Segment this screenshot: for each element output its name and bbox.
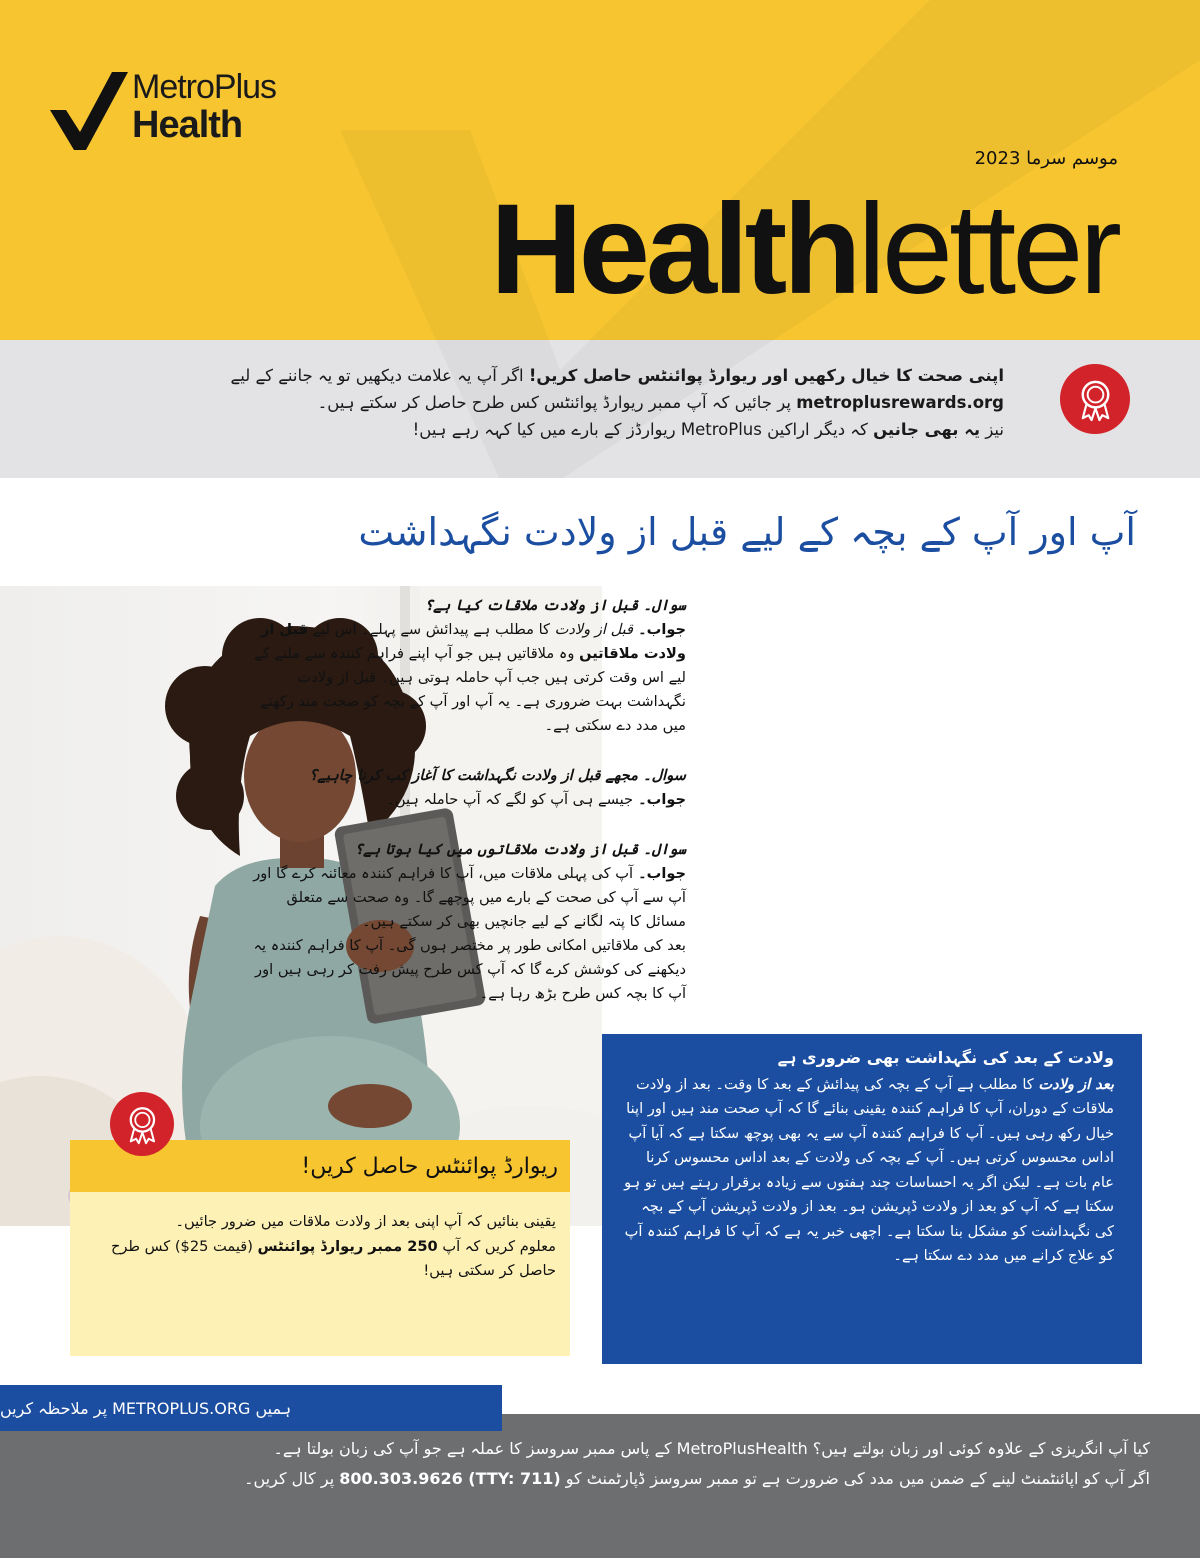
callout-title: ریوارڈ پوائنٹس حاصل کریں! <box>301 1154 558 1179</box>
answer-1 <box>246 618 686 738</box>
answer-1-part2: وہ ملاقاتیں ہیں جو آپ اپنے فراہم کنندہ سے ملنے کے لیے اس وقت کرتی ہیں جب آپ حاملہ ہوتی ہیں۔ قبل از ولادت نگہداشت بہت ضروری ہے۔ یہ آپ اور آپ کے بچہ کو صحت مند رکھنے میں مدد دے سکتی ہے۔ <box>254 645 686 734</box>
rewards-info-text <box>184 362 1004 443</box>
logo-health-text: Health <box>132 104 243 146</box>
header-banner <box>0 0 1200 340</box>
callout-body <box>70 1192 570 1356</box>
qa-item <box>246 838 686 1006</box>
answer-label: جواب۔ <box>633 865 686 882</box>
answer-2 <box>246 788 686 812</box>
rewards-info-line3-prefix: نیز <box>980 420 1004 439</box>
answer-3-continued: بعد کی ملاقاتیں امکانی طور پر مختصر ہوں گی۔ آپ کا فراہم کنندہ یہ دیکھنے کی کوشش کرے گا کہ آپ کس طرح پیش رفت کر رہی ہیں اور آپ کا بچہ کس طرح بڑھ رہا ہے۔ <box>253 937 686 1002</box>
footer-phone-suffix: پر کال کریں۔ <box>244 1469 340 1488</box>
metroplus-logo[interactable] <box>48 70 276 150</box>
season-label: موسم سرما 2023 <box>974 148 1118 169</box>
callout-line1: یقینی بنائیں کہ آپ اپنی بعد از ولادت ملاقات میں ضرور جائیں۔ <box>175 1213 556 1230</box>
answer-label: جواب۔ <box>633 621 686 638</box>
answer-1-bold: قبل از ولادت ملاقاتیں <box>260 621 686 662</box>
answer-1-part1: کا مطلب ہے پیدائش سے پہلے۔ اس لیے <box>307 621 555 638</box>
logo-metroplus-text: MetroPlus <box>132 68 277 106</box>
rewards-website-link[interactable]: metroplusrewards.org <box>796 393 1004 412</box>
postpartum-care-box <box>602 1034 1142 1364</box>
newsletter-title <box>490 178 1118 321</box>
question-1: سوال۔ قبل از ولادت ملاقات کیا ہے؟ <box>424 597 686 614</box>
rewards-callout <box>70 1132 570 1356</box>
callout-text <box>86 1210 556 1284</box>
member-services-phone[interactable]: 800.303.9626 (TTY: 711) <box>339 1469 561 1488</box>
rewards-info-line3: کہ دیگر اراکین MetroPlus ریوارڈز کے بارے میں کیا کہہ رہے ہیں! <box>412 420 874 439</box>
title-light-part: letter <box>857 178 1118 321</box>
answer-2-text: جیسے ہی آپ کو لگے کہ آپ حاملہ ہیں۔ <box>386 791 634 808</box>
answer-3 <box>246 862 686 934</box>
rewards-info-line3-bold: یہ بھی جانیں <box>873 420 981 439</box>
rewards-info-heading: اپنی صحت کا خیال رکھیں اور ریوارڈ پوائنٹس حاصل کریں! <box>528 366 1004 385</box>
qa-item <box>246 594 686 738</box>
footer-text <box>30 1434 1150 1494</box>
rewards-info-line1: اگر آپ یہ علامت دیکھیں تو یہ جاننے کے لیے <box>230 366 529 385</box>
qa-section <box>246 594 686 1032</box>
rewards-info-line2: پر جائیں کہ آپ ممبر ریوارڈ پوائنٹس کس طرح حاصل کر سکتے ہیں۔ <box>317 393 797 412</box>
postpartum-text <box>622 1073 1114 1269</box>
question-3: سوال۔ قبل از ولادت ملاقاتوں میں کیا ہوتا ہے؟ <box>354 841 686 858</box>
answer-1-italic: قبل از ولادت <box>554 621 634 638</box>
question-2: سوال۔ مجھے قبل از ولادت نگہداشت کا آغاز کب کرنا چاہیے؟ <box>309 767 686 784</box>
rewards-info-banner <box>0 340 1200 478</box>
reward-badge-icon <box>1060 364 1130 434</box>
postpartum-body: کا مطلب ہے آپ کے بچہ کی پیدائش کے بعد کا وقت۔ بعد از ولادت ملاقات کے دوران، آپ کا فراہم کنندہ یقینی بنائے گا کہ آپ صحت مند ہیں اور اپنا خیال رکھ رہی ہیں۔ آپ کا فراہم کنندہ آپ سے یہ بھی پوچھ سکتا ہے کہ آیا آپ اداس محسوس کرتی ہیں۔ آپ کے بچہ کی ولادت کے بعد اداس محسوس کرنا عام بات ہے۔ لیکن اگر یہ احساسات چند ہفتوں سے زیادہ برقرار رہتے ہیں تو ہو سکتا ہے کہ آپ کو بعد از ولادت ڈپریشن ہو۔ بعد از ولادت ڈپریشن آپ کے بچہ کی نگہداشت کو مشکل بنا سکتا ہے۔ اچھی خبر یہ ہے کہ آپ کا فراہم کنندہ آپ کو علاج کرانے میں مدد دے سکتا ہے۔ <box>624 1075 1114 1264</box>
callout-points: 250 ممبر ریوارڈ پوائنٹس <box>257 1237 438 1255</box>
reward-badge-icon <box>110 1092 174 1156</box>
postpartum-lead: بعد از ولادت <box>1038 1075 1114 1093</box>
footer-phone-prefix: اگر آپ کو اپائنٹمنٹ لینے کے ضمن میں مدد کی ضرورت ہے تو ممبر سروسز ڈپارٹمنٹ کو <box>560 1469 1150 1488</box>
checkmark-icon <box>48 70 128 150</box>
callout-line2-rest: (قیمت 25$) کس طرح حاصل کر سکتی ہیں! <box>110 1237 556 1279</box>
section-title: آپ اور آپ کے بچہ کے لیے قبل از ولادت نگہداشت <box>358 510 1136 554</box>
answer-3-text: آپ کی پہلی ملاقات میں، آپ کا فراہم کنندہ معائنہ کرے گا اور آپ سے آپ کی صحت کے بارے میں پوچھے گا۔ وہ صحت سے متعلق مسائل کا پتہ لگانے کے لیے جانچیں بھی کر سکتے ہیں۔ <box>253 865 686 930</box>
visit-website-link[interactable]: ہمیں METROPLUS.ORG پر ملاحظہ کریں <box>0 1385 502 1431</box>
qa-item <box>246 764 686 812</box>
postpartum-title: ولادت کے بعد کی نگہداشت بھی ضروری ہے <box>777 1048 1114 1067</box>
callout-line2-prefix: معلوم کریں کہ آپ <box>437 1237 556 1255</box>
answer-label: جواب۔ <box>633 791 686 808</box>
title-bold-part: Health <box>490 178 858 321</box>
footer-language-line: کیا آپ انگریزی کے علاوہ کوئی اور زبان بولتے ہیں؟ MetroPlusHealth کے پاس ممبر سروسز کا عملہ ہے جو آپ کی زبان بولتا ہے۔ <box>273 1439 1150 1458</box>
